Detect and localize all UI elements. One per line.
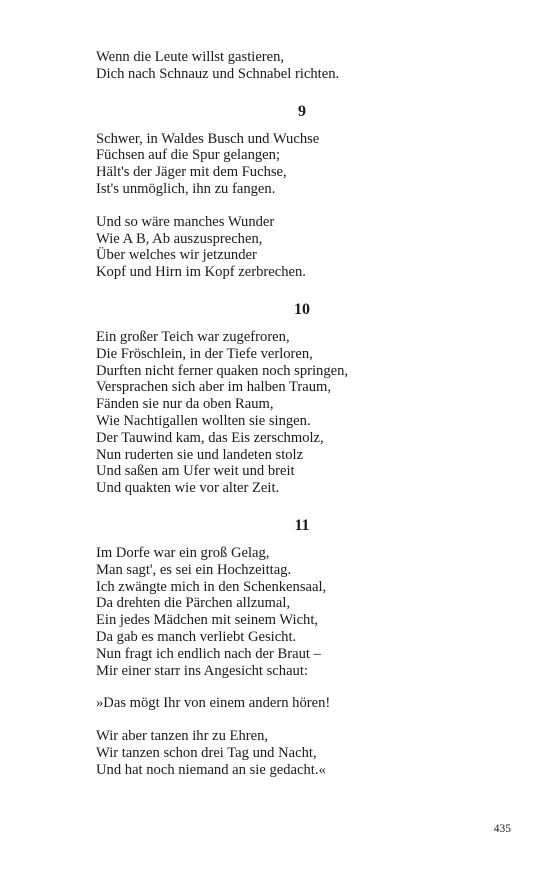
poem-line: Wir aber tanzen ihr zu Ehren,	[96, 728, 269, 745]
stanza	[96, 545, 516, 679]
poem-line: Hält's der Jäger mit dem Fuchse,	[96, 164, 287, 181]
section-number-9: 9	[298, 102, 306, 120]
section-number-10: 10	[294, 300, 310, 318]
poem-line: Und saßen am Ufer weit und breit	[96, 463, 295, 480]
poem-line: Über welches wir jetzunder	[96, 247, 257, 264]
stanza	[96, 695, 516, 712]
stanza	[96, 329, 516, 497]
poem-line: Der Tauwind kam, das Eis zerschmolz,	[96, 429, 324, 446]
poem-line: Fänden sie nur da oben Raum,	[96, 396, 274, 413]
poem-line: Ein großer Teich war zugefroren,	[96, 328, 290, 345]
poem-line: Im Dorfe war ein groß Gelag,	[96, 544, 270, 561]
poem-line: Schwer, in Waldes Busch und Wuchse	[96, 130, 320, 147]
stanza	[96, 214, 516, 281]
poem-line: Die Fröschlein, in der Tiefe verloren,	[96, 345, 313, 362]
poem-line: Durften nicht ferner quaken noch springen,	[96, 362, 349, 379]
poem-line: Wir tanzen schon drei Tag und Nacht,	[96, 744, 317, 761]
page-number: 435	[493, 823, 511, 835]
poem-page	[96, 49, 516, 779]
stanza	[96, 728, 516, 778]
intro-stanza	[96, 49, 516, 83]
poem-line: Nun fragt ich endlich nach der Braut –	[96, 645, 321, 662]
poem-line: »Das mögt Ihr von einem andern hören!	[96, 695, 331, 712]
poem-line: Ein jedes Mädchen mit seinem Wicht,	[96, 612, 319, 629]
poem-line: Ich zwängte mich in den Schenkensaal,	[96, 578, 327, 595]
poem-line: Und quakten wie vor alter Zeit.	[96, 480, 280, 497]
poem-line: Wenn die Leute willst gastieren,	[96, 49, 285, 65]
poem-line: Mir einer starr ins Angesicht schaut:	[96, 662, 308, 679]
poem-line: Wie Nachtigallen wollten sie singen.	[96, 412, 311, 429]
stanza	[96, 131, 516, 198]
poem-line: Nun ruderten sie und landeten stolz	[96, 446, 304, 463]
poem-line: Da drehten die Pärchen allzumal,	[96, 595, 291, 612]
poem-line: Kopf und Hirn im Kopf zerbrechen.	[96, 264, 306, 281]
poem-line: Und hat noch niemand an sie gedacht.«	[96, 761, 326, 778]
poem-line: Füchsen auf die Spur gelangen;	[96, 147, 280, 164]
poem-line: Versprachen sich aber im halben Traum,	[96, 379, 332, 396]
poem-line: Man sagt', es sei ein Hochzeittag.	[96, 561, 292, 578]
poem-line: Ist's unmöglich, ihn zu fangen.	[96, 180, 276, 197]
poem-line: Und so wäre manches Wunder	[96, 213, 275, 230]
section-number-11: 11	[294, 516, 310, 534]
poem-line: Dich nach Schnauz und Schnabel richten.	[96, 65, 340, 82]
poem-line: Wie A B, Ab auszusprechen,	[96, 230, 263, 247]
poem-line: Da gab es manch verliebt Gesicht.	[96, 628, 297, 645]
